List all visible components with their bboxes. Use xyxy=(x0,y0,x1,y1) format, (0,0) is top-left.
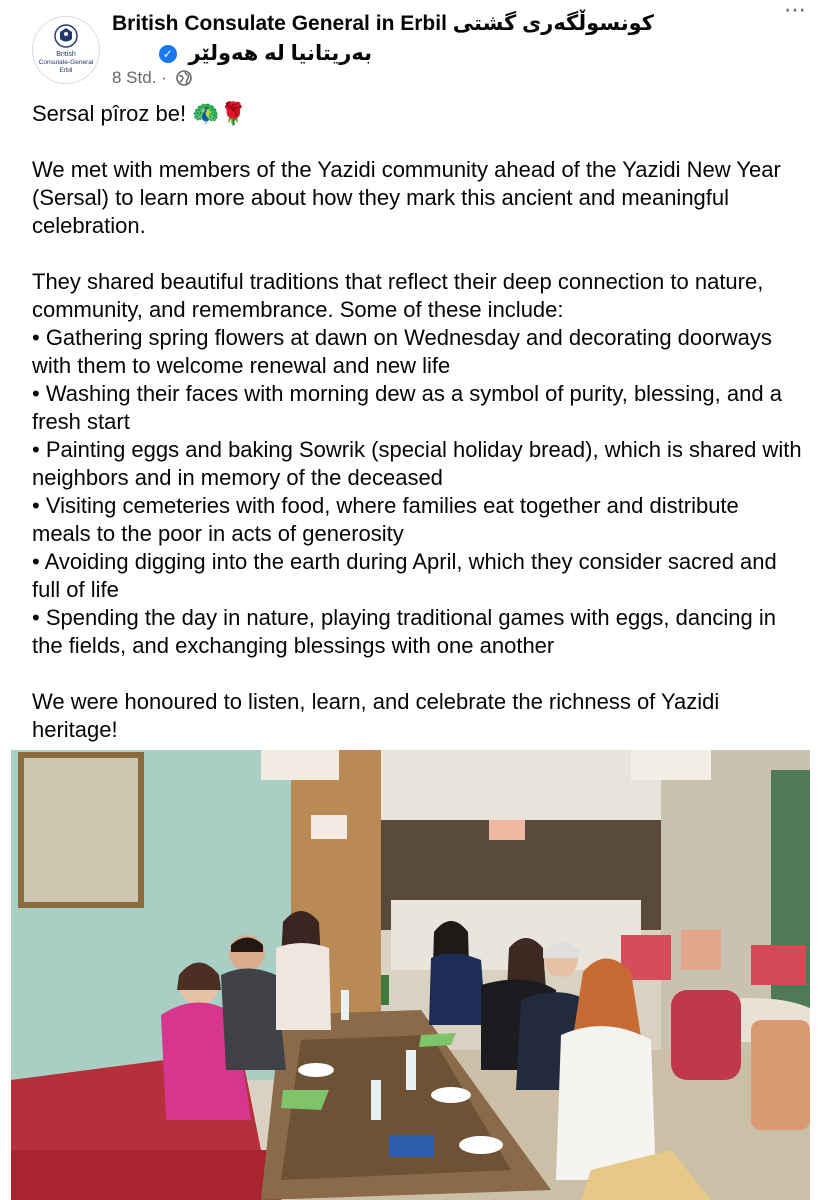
list-item: • Gathering spring flowers at dawn on Wednesday and decorating doorways with them to welcome renewal and new life xyxy=(32,325,772,378)
crest-icon xyxy=(52,22,80,50)
post-meta xyxy=(112,68,192,88)
post-time[interactable]: 8 Std. xyxy=(112,68,157,87)
list-item: • Washing their faces with morning dew as a symbol of purity, blessing, and a fresh start xyxy=(32,381,782,434)
avatar[interactable] xyxy=(32,16,100,84)
verified-badge-icon: ✓ xyxy=(159,45,177,63)
avatar-text: Consulate-General xyxy=(38,59,94,66)
avatar-text: Erbil xyxy=(59,67,73,74)
post-closing: We were honoured to listen, learn, and celebrate the richness of Yazidi heritage! xyxy=(32,689,720,742)
avatar-text: British xyxy=(56,51,76,58)
page-name-kurdish-2[interactable]: بەریتانیا لە هەولێر xyxy=(188,42,372,65)
list-item: • Painting eggs and baking Sowrik (special holiday bread), which is shared with neighbors and in memory of the deceased xyxy=(32,437,802,490)
post-photo[interactable] xyxy=(11,750,810,1200)
meta-separator: · xyxy=(161,68,167,87)
globe-icon[interactable] xyxy=(176,70,192,86)
post-paragraph: We met with members of the Yazidi community ahead of the Yazidi New Year (Sersal) to learn more about how they mark this ancient and meaningful celebration. xyxy=(32,157,781,238)
more-options-icon[interactable]: ⋯ xyxy=(784,0,806,22)
post-body xyxy=(32,100,802,744)
post-header xyxy=(0,0,819,96)
page-name-english[interactable]: British Consulate General in Erbil xyxy=(112,12,447,35)
post-greeting: Sersal pîroz be! 🦚🌹 xyxy=(32,101,247,126)
list-item: • Spending the day in nature, playing traditional games with eggs, dancing in the fields, and exchanging blessings with one another xyxy=(32,605,776,658)
list-item: • Visiting cemeteries with food, where families eat together and distribute meals to the poor in acts of generosity xyxy=(32,493,739,546)
post-paragraph: They shared beautiful traditions that reflect their deep connection to nature, community, and remembrance. Some of these include: xyxy=(32,269,764,322)
restaurant-photo-illustration xyxy=(11,750,810,1200)
page-name-line-2[interactable] xyxy=(112,40,372,68)
list-item: • Avoiding digging into the earth during April, which they consider sacred and full of life xyxy=(32,549,777,602)
page-name[interactable] xyxy=(112,10,712,38)
page-name-kurdish-1[interactable]: کونسوڵگەری گشتی xyxy=(452,12,654,35)
